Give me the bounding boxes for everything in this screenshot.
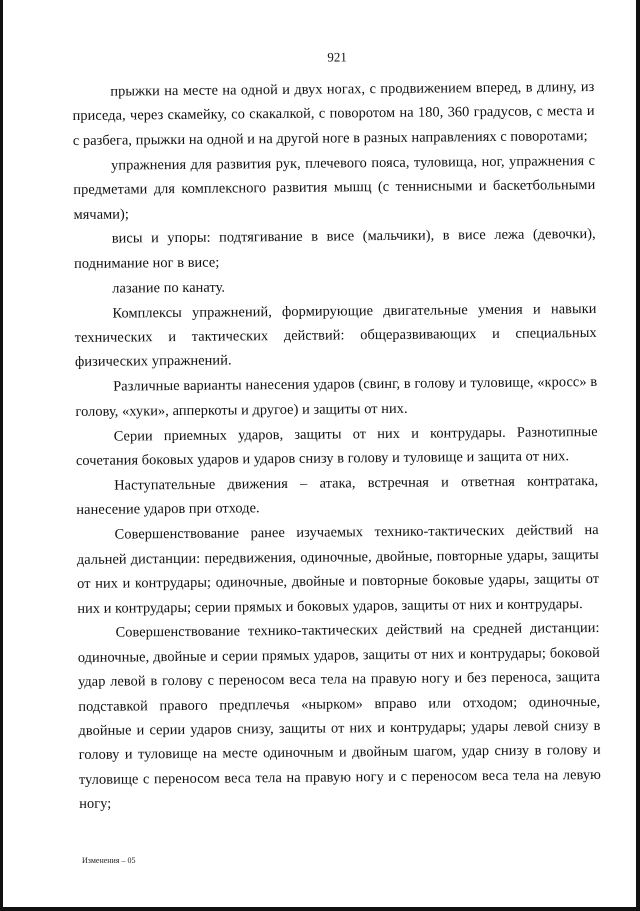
scan-border-bottom: [0, 907, 640, 911]
paragraph-strike-series: Серии приемных ударов, защиты от них и контрудары. Разнотипные сочетания боковых ударов и ударов снизу в голову и туловище и защита от них.: [75, 423, 598, 470]
page-number: 921: [327, 49, 347, 65]
scan-border-left: [0, 0, 3, 911]
paragraph-hangs: висы и упоры: подтягивание в висе (мальчики), в висе лежа (девочки), поднимание ног в висе;: [73, 226, 596, 272]
scan-border-right: [636, 0, 640, 911]
paragraph-arm-exercises: упражнения для развития рук, плечевого пояса, туловища, ног, упражнения с предметами для комплексного развития мышц (с теннисными и баскетбольными мячами);: [73, 152, 596, 223]
paragraph-long-distance: Совершенствование ранее изучаемых технико-тактических действий на дальней дистанции: передвижения, одиночные, двойные, повторные удары, защиты от них и контрудары; одиночные, двойные и повторные боковые удары, защиты от них и контрудары; серии прямых и боковых ударов, защиты от них и контрудары.: [76, 522, 600, 617]
paragraph-middle-distance: Совершенствование технико-тактических действий на средней дистанции: одиночные, двойные и серии прямых ударов, защиты от них и контрудары; боковой удар левой в голову с переносом веса тела на правую ногу и без переноса, защита подставкой правого предплечья «нырком» вправо или отходом; одиночные, двойные и серии ударов снизу, защиты от них и контрудары; удары левой снизу в голову и туловище на месте одиночным и двойным шагом, удар снизу в голову и туловище с переносом веса тела на правую ногу и с переносом веса тела на левую ногу;: [77, 620, 602, 813]
paragraph-strike-variants: Различные варианты нанесения ударов (свинг, в голову и туловище, «кросс» в голову, «хуки», апперкоты и другое) и защиты от них.: [75, 374, 598, 420]
paragraph-rope-climbing: лазание по канату.: [112, 279, 226, 297]
footer-revision: Изменения – 05: [82, 856, 136, 865]
paragraph-exercise-complexes: Комплексы упражнений, формирующие двигательные умения и навыки технических и тактических действий: общеразвивающих и специальных физических упражнений.: [74, 300, 597, 371]
document-page: [72, 47, 601, 817]
paragraph-offensive-moves: Наступательные движения – атака, встречная и ответная контратака, нанесение ударов при отходе.: [76, 472, 599, 519]
paragraph-jumps: прыжки на месте на одной и двух ногах, с продвижением вперед, в длину, из приседа, через скамейку, со скакалкой, с поворотом на 180, 360 градусов, с места и с разбега, прыжки на одной и на другой ноге в разных направлениях с поворотами;: [72, 78, 595, 149]
